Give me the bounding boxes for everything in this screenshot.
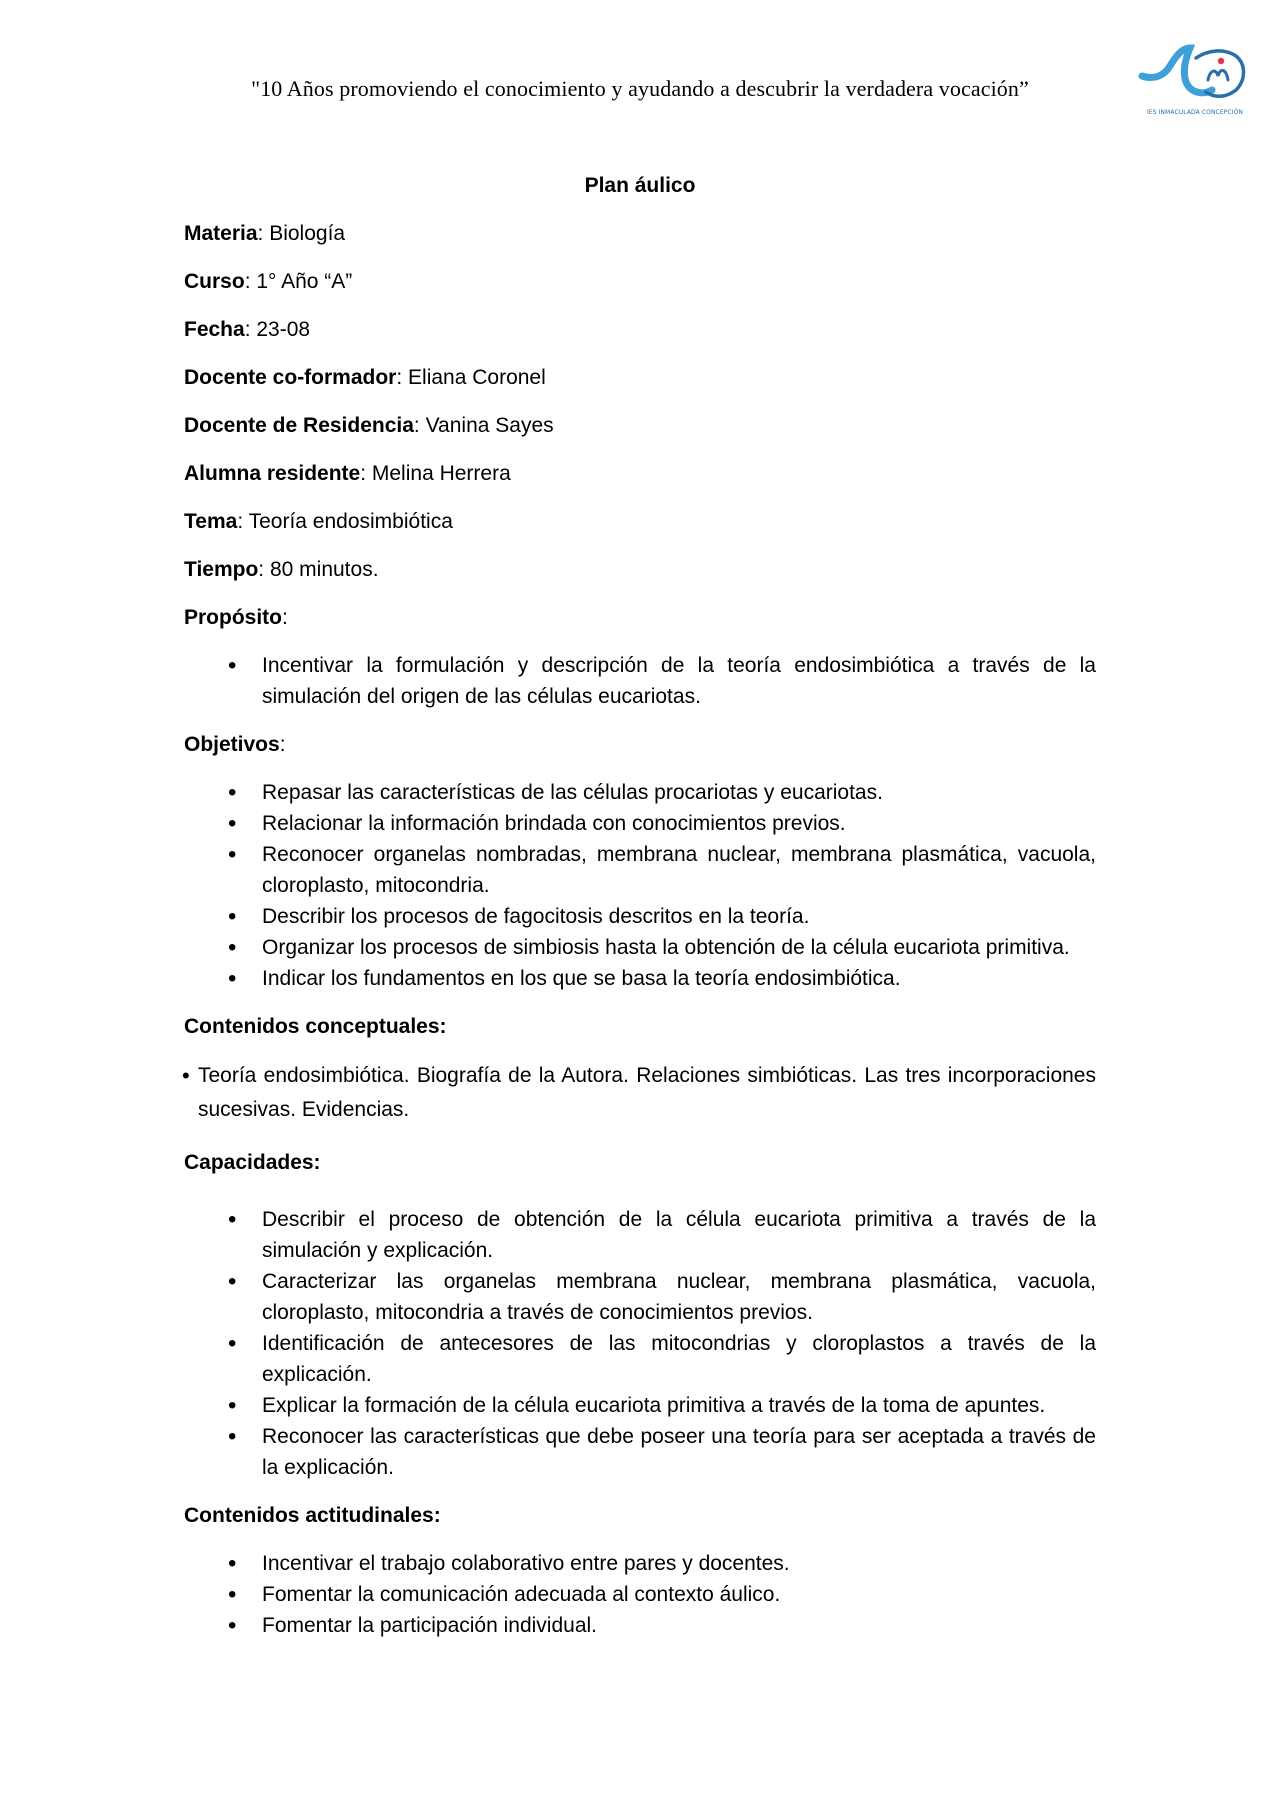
list-item: • Repasar las características de las células procariotas y eucariotas. <box>184 777 1096 808</box>
field-materia <box>184 218 1096 249</box>
field-value: : 80 minutos. <box>258 558 379 581</box>
field-label: Docente de Residencia <box>184 414 414 437</box>
list-item: • Fomentar la comunicación adecuada al contexto áulico. <box>184 1579 1096 1610</box>
field-value: : Eliana Coronel <box>396 366 546 389</box>
list-item: • Reconocer las características que debe poseer una teoría para ser aceptada a través de la explicación. <box>184 1421 1096 1483</box>
contenidos-conceptuales-list <box>184 1059 1096 1127</box>
field-value: : Vanina Sayes <box>413 414 554 437</box>
field-value: : Melina Herrera <box>360 462 511 485</box>
header-motto: "10 Años promoviendo el conocimiento y ayudando a descubrir la verdadera vocación” <box>251 76 1029 101</box>
field-label: Tema <box>184 510 238 533</box>
list-item: • Caracterizar las organelas membrana nuclear, membrana plasmática, vacuola, cloroplasto, mitocondria a través de conocimientos previos. <box>184 1266 1096 1328</box>
field-label: Fecha <box>184 318 245 341</box>
field-value: : 23-08 <box>244 318 311 341</box>
section-proposito-heading <box>184 602 1096 633</box>
objetivos-list <box>184 777 1096 994</box>
section-suffix: : <box>282 606 288 629</box>
proposito-list <box>184 650 1096 712</box>
field-docente-co-formador <box>184 362 1096 393</box>
institution-logo <box>1138 36 1252 120</box>
list-item: • Explicar la formación de la célula eucariota primitiva a través de la toma de apuntes. <box>184 1390 1096 1421</box>
field-label: Materia <box>184 222 258 245</box>
field-label: Docente co-formador <box>184 366 397 389</box>
field-value: : Biología <box>257 222 346 245</box>
section-objetivos-heading <box>184 729 1096 760</box>
list-item: • Indicar los fundamentos en los que se basa la teoría endosimbiótica. <box>184 963 1096 994</box>
capacidades-list <box>184 1204 1096 1483</box>
section-label: Objetivos <box>184 733 280 756</box>
list-item: • Fomentar la participación individual. <box>184 1610 1096 1641</box>
page-title: Plan áulico <box>584 174 696 197</box>
field-alumna-residente <box>184 458 1096 489</box>
field-docente-residencia <box>184 410 1096 441</box>
field-value: : 1° Año “A” <box>244 270 353 293</box>
list-item: • Identificación de antecesores de las mitocondrias y cloroplastos a través de la explicación. <box>184 1328 1096 1390</box>
section-label: Propósito <box>184 606 282 629</box>
contenidos-actitudinales-list <box>184 1548 1096 1641</box>
document-body <box>184 170 1096 1658</box>
list-item: • Relacionar la información brindada con conocimientos previos. <box>184 808 1096 839</box>
field-curso <box>184 266 1096 297</box>
logo-caption: IES INMACULADA CONCEPCIÓN <box>1146 109 1244 116</box>
field-label: Curso <box>184 270 245 293</box>
section-contenidos-conceptuales-heading: Contenidos conceptuales: <box>184 1015 447 1038</box>
logo-mark-icon <box>1138 36 1252 106</box>
list-item: • Incentivar la formulación y descripción de la teoría endosimbiótica a través de la simulación del origen de las células eucariotas. <box>184 650 1096 712</box>
field-fecha <box>184 314 1096 345</box>
field-label: Tiempo <box>184 558 259 581</box>
section-capacidades-heading: Capacidades: <box>184 1151 321 1174</box>
list-item: • Teoría endosimbiótica. Biografía de la Autora. Relaciones simbióticas. Las tres incorporaciones sucesivas. Evidencias. <box>184 1059 1096 1127</box>
section-suffix: : <box>279 733 286 756</box>
list-item: • Reconocer organelas nombradas, membrana nuclear, membrana plasmática, vacuola, cloroplasto, mitocondria. <box>184 839 1096 901</box>
list-item: • Describir los procesos de fagocitosis descritos en la teoría. <box>184 901 1096 932</box>
field-tiempo <box>184 554 1096 585</box>
field-value: : Teoría endosimbiótica <box>237 510 453 533</box>
field-tema <box>184 506 1096 537</box>
list-item: • Incentivar el trabajo colaborativo entre pares y docentes. <box>184 1548 1096 1579</box>
list-item: • Organizar los procesos de simbiosis hasta la obtención de la célula eucariota primitiva. <box>184 932 1096 963</box>
field-label: Alumna residente <box>184 462 361 485</box>
list-item: • Describir el proceso de obtención de la célula eucariota primitiva a través de la simulación y explicación. <box>184 1204 1096 1266</box>
section-contenidos-actitudinales-heading: Contenidos actitudinales: <box>184 1504 441 1527</box>
